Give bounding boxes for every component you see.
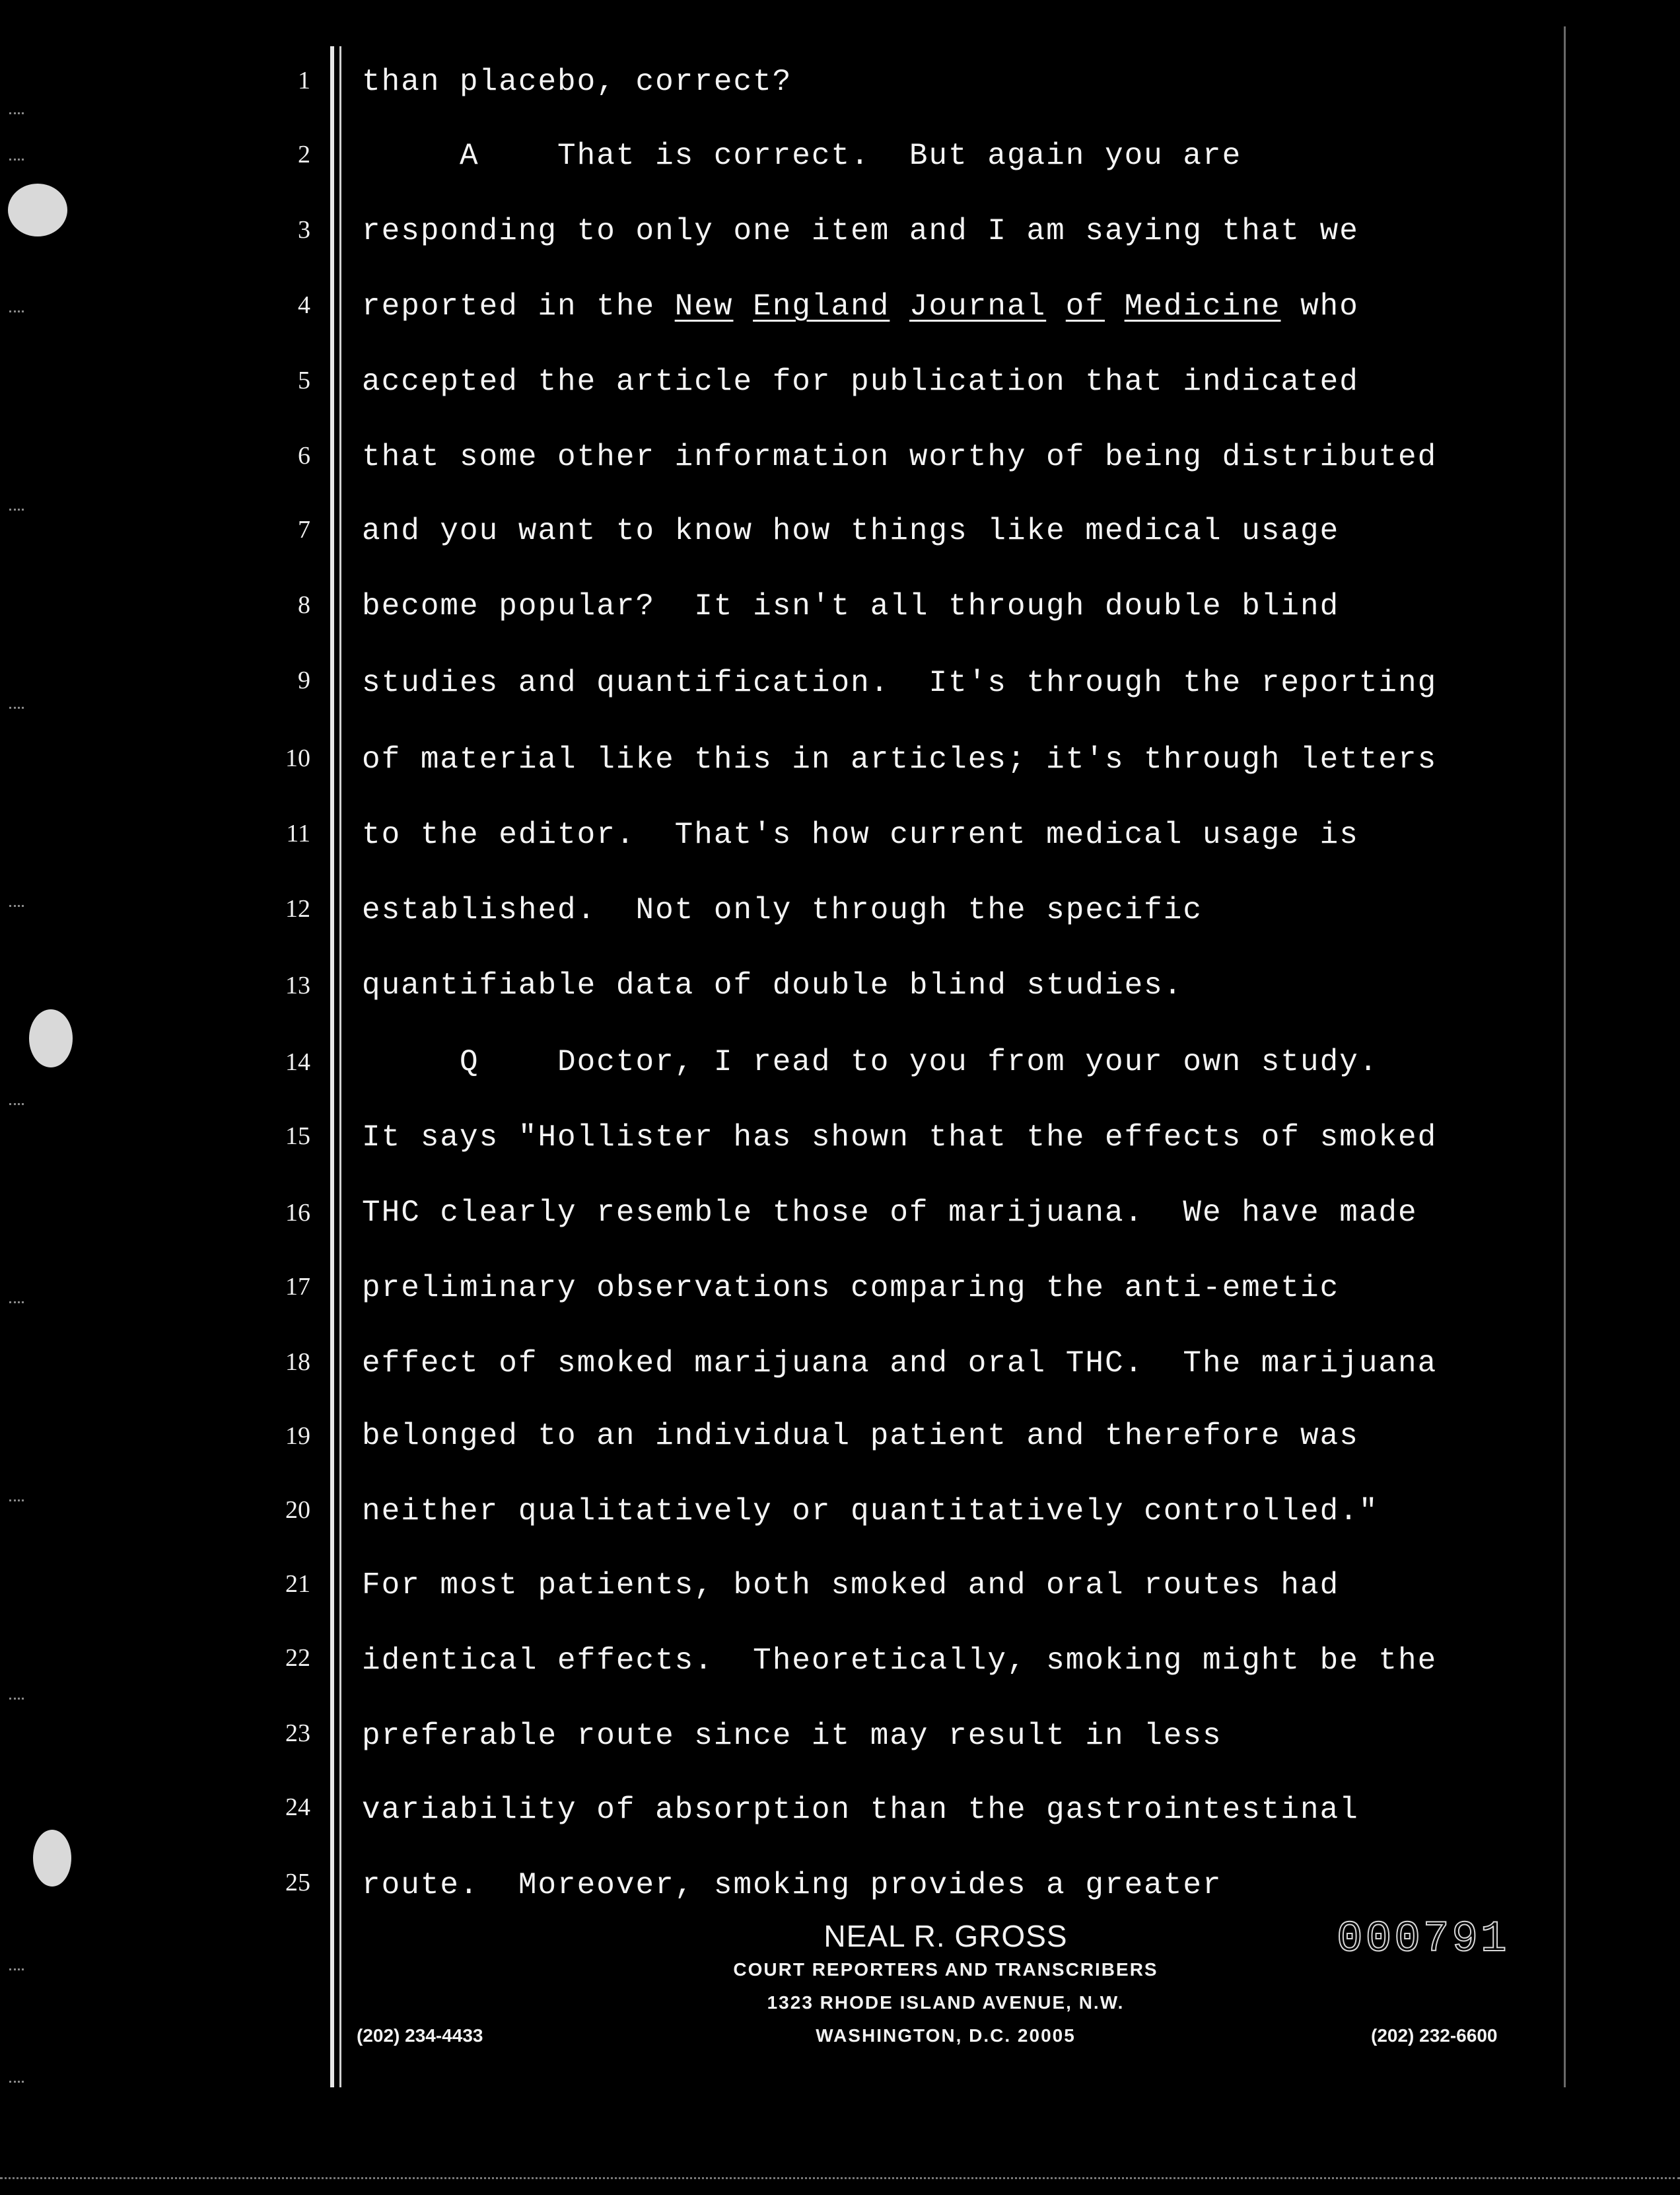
- scan-bottom-edge: [0, 2177, 1680, 2179]
- transcript-line: variability of absorption than the gastrointestinal: [362, 1793, 1359, 1827]
- transcript-line: A That is correct. But again you are: [362, 139, 1242, 173]
- line-number: 13: [285, 972, 310, 999]
- left-margin-rule-inner: [339, 46, 341, 2087]
- transcript-line: that some other information worthy of being distributed: [362, 440, 1438, 474]
- punch-hole-middle: [29, 1009, 73, 1067]
- line-number: 20: [285, 1496, 310, 1524]
- margin-mark: [9, 310, 24, 315]
- transcript-line: studies and quantification. It's through the reporting: [362, 666, 1438, 700]
- line-number: 24: [285, 1793, 310, 1821]
- margin-mark: [9, 1301, 24, 1306]
- line-number: 16: [285, 1199, 310, 1227]
- line-number: 2: [298, 141, 310, 168]
- left-margin-rule: [330, 46, 334, 2087]
- line-text-prefix: reported in the: [362, 289, 675, 324]
- transcript-line: effect of smoked marijuana and oral THC. The marijuana: [362, 1346, 1438, 1381]
- transcript-line: preferable route since it may result in less: [362, 1719, 1222, 1753]
- line-number: 1: [298, 67, 310, 94]
- line-number: 5: [298, 367, 310, 394]
- transcript-line: route. Moreover, smoking provides a greater: [362, 1868, 1222, 1902]
- transcript-line: established. Not only through the specific: [362, 893, 1203, 927]
- transcript-line: It says "Hollister has shown that the effects of smoked: [362, 1120, 1438, 1155]
- transcript-line: to the editor. That's how current medical usage is: [362, 818, 1359, 852]
- transcript-line: Q Doctor, I read to you from your own study.: [362, 1045, 1379, 1079]
- line-number: 22: [285, 1644, 310, 1672]
- line-number: 3: [298, 216, 310, 244]
- journal-title-word: England: [753, 289, 890, 324]
- reporter-subtitle: COURT REPORTERS AND TRANSCRIBERS: [733, 1959, 1158, 1980]
- line-number: 15: [285, 1122, 310, 1150]
- line-number: 21: [285, 1570, 310, 1598]
- line-number: 6: [298, 442, 310, 470]
- line-number: 4: [298, 291, 310, 319]
- transcript-line: become popular? It isn't all through double blind: [362, 589, 1340, 624]
- transcript-line: responding to only one item and I am saying that we: [362, 214, 1359, 248]
- line-text-suffix: who: [1280, 289, 1359, 324]
- transcript-line: quantifiable data of double blind studies.: [362, 968, 1183, 1003]
- line-number: 17: [285, 1273, 310, 1301]
- line-number: 12: [285, 895, 310, 923]
- phone-right: (202) 232-6600: [1371, 2025, 1498, 2046]
- line-number: 11: [286, 820, 310, 847]
- margin-mark: [9, 112, 24, 117]
- margin-mark: [9, 2081, 24, 2085]
- punch-hole-bottom: [33, 1830, 71, 1887]
- phone-left: (202) 234-4433: [357, 2025, 483, 2046]
- margin-mark: [9, 1499, 24, 1504]
- margin-mark: [9, 1103, 24, 1108]
- transcript-line: belonged to an individual patient and therefore was: [362, 1419, 1359, 1453]
- margin-mark: [9, 905, 24, 910]
- line-number: 8: [298, 591, 310, 619]
- journal-title-word: New: [674, 289, 734, 324]
- page-stamp: 000791: [1337, 1914, 1510, 1964]
- reporter-address: 1323 RHODE ISLAND AVENUE, N.W.: [767, 1992, 1125, 2013]
- reporter-city: WASHINGTON, D.C. 20005: [816, 2025, 1076, 2046]
- transcript-line: preliminary observations comparing the anti-emetic: [362, 1271, 1340, 1305]
- transcript-line: than placebo, correct?: [362, 65, 792, 99]
- transcript-line: [362, 289, 1359, 324]
- margin-mark: [9, 159, 24, 163]
- line-number: 7: [298, 516, 310, 544]
- journal-title-word: Journal: [909, 289, 1047, 324]
- margin-mark: [9, 1968, 24, 1973]
- transcript-line: For most patients, both smoked and oral routes had: [362, 1568, 1340, 1602]
- margin-mark: [9, 707, 24, 711]
- transcript-line: neither qualitatively or quantitatively controlled.": [362, 1494, 1379, 1529]
- line-number: 25: [285, 1869, 310, 1896]
- line-number: 14: [285, 1048, 310, 1076]
- line-number: 18: [285, 1348, 310, 1376]
- transcript-line: and you want to know how things like medical usage: [362, 514, 1340, 548]
- journal-title-word: of: [1065, 289, 1105, 324]
- line-number: 9: [298, 666, 310, 694]
- right-margin-rule: [1564, 26, 1566, 2087]
- punch-hole-top: [8, 184, 67, 236]
- line-number: 23: [285, 1719, 310, 1747]
- line-number: 19: [285, 1422, 310, 1450]
- transcript-line: accepted the article for publication that indicated: [362, 365, 1359, 399]
- line-number: 10: [285, 744, 310, 772]
- margin-mark: [9, 509, 24, 513]
- transcript-line: THC clearly resemble those of marijuana. We have made: [362, 1196, 1418, 1230]
- margin-mark: [9, 1698, 24, 1702]
- transcript-line: of material like this in articles; it's through letters: [362, 742, 1438, 777]
- transcript-line: identical effects. Theoretically, smoking might be the: [362, 1643, 1438, 1678]
- reporter-name: NEAL R. GROSS: [823, 1919, 1068, 1953]
- journal-title-word: Medicine: [1124, 289, 1281, 324]
